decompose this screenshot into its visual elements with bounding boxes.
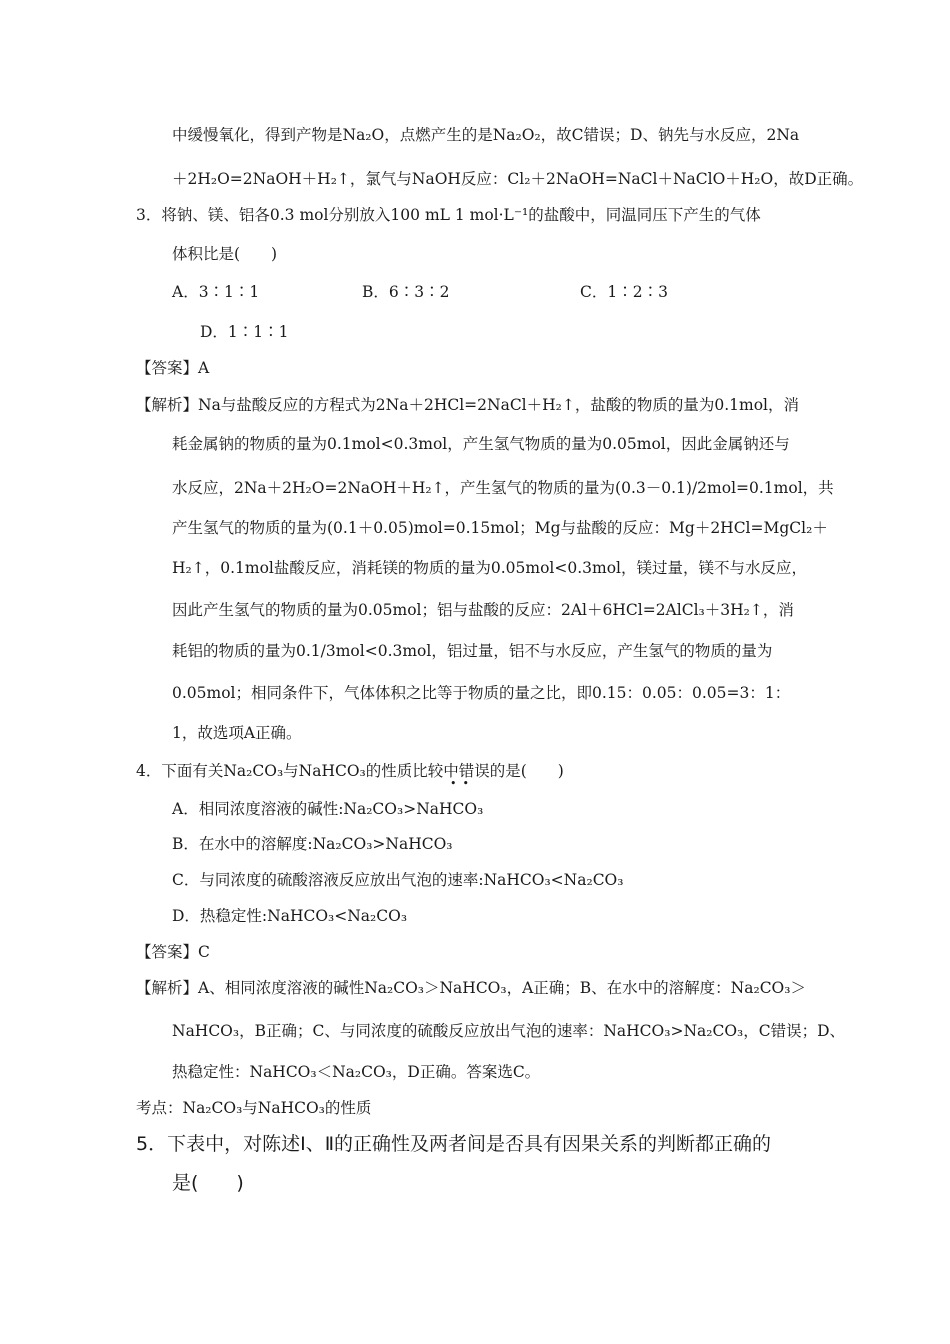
explanation-line: 产生氢气的物质的量为(0.1＋0.05)mol=0.15mol；Mg与盐酸的反应：Mg＋2HCl=MgCl₂＋: [172, 519, 828, 537]
explanation-line: 【解析】Na与盐酸反应的方程式为2Na＋2HCl=2NaCl＋H₂↑，盐酸的物质的量为0.1mol，消: [136, 396, 799, 414]
explanation-line: NaHCO₃，B正确；C、与同浓度的硫酸反应放出气泡的速率：NaHCO₃>Na₂CO₃，C错误；D、: [172, 1022, 846, 1040]
answer-label: 【答案】A: [136, 359, 210, 377]
explanation-line: H₂↑，0.1mol盐酸反应，消耗镁的物质的量为0.05mol<0.3mol，镁过量，镁不与水反应，: [172, 559, 807, 577]
option-d: D．热稳定性:NaHCO₃<Na₂CO₃: [172, 907, 408, 925]
question-5-stem-cont: 是( ): [172, 1172, 244, 1194]
option-a: A．相同浓度溶液的碱性:Na₂CO₃>NaHCO₃: [172, 800, 484, 818]
question-5-stem: 5．下表中，对陈述Ⅰ、Ⅱ的正确性及两者间是否具有因果关系的判断都正确的: [136, 1133, 772, 1155]
option-d: D．1∶1∶1: [200, 323, 289, 341]
explanation-line: 耗铝的物质的量为0.1/3mol<0.3mol，铝过量，铝不与水反应，产生氢气的物质的量为: [172, 642, 773, 660]
explanation-line: 水反应，2Na＋2H₂O=2NaOH＋H₂↑，产生氢气的物质的量为(0.3－0.1)/2mol=0.1mol，共: [172, 479, 834, 497]
text-line: ＋2H₂O=2NaOH＋H₂↑，氯气与NaOH反应：Cl₂＋2NaOH=NaCl＋NaClO＋H₂O，故D正确。: [172, 170, 864, 188]
explanation-line: 耗金属钠的物质的量为0.1mol<0.3mol，产生氢气物质的量为0.05mol，因此金属钠还与: [172, 435, 790, 453]
option-b: B．6∶3∶2: [362, 283, 450, 301]
question-3-stem: 3．将钠、镁、铝各0.3 mol分别放入100 mL 1 mol·L⁻¹的盐酸中，同温同压下产生的气体: [136, 206, 761, 224]
option-c: C．1∶2∶3: [580, 283, 668, 301]
option-c: C．与同浓度的硫酸溶液反应放出气泡的速率:NaHCO₃<Na₂CO₃: [172, 871, 624, 889]
question-4-stem: 4．下面有关Na₂CO₃与NaHCO₃的性质比较中错误的是( ): [136, 762, 564, 780]
answer-label: 【答案】C: [136, 943, 210, 961]
question-3-stem-cont: 体积比是( ): [172, 245, 278, 263]
explanation-line: 因此产生氢气的物质的量为0.05mol；铝与盐酸的反应：2Al＋6HCl=2AlCl₃＋3H₂↑，消: [172, 601, 794, 619]
explanation-line: 0.05mol；相同条件下，气体体积之比等于物质的量之比，即0.15：0.05：0.05=3：1：: [172, 684, 791, 702]
explanation-line: 热稳定性：NaHCO₃＜Na₂CO₃，D正确。答案选C。: [172, 1063, 541, 1081]
topic-line: 考点：Na₂CO₃与NaHCO₃的性质: [136, 1099, 372, 1117]
explanation-line: 1，故选项A正确。: [172, 724, 302, 742]
option-a: A．3∶1∶1: [172, 283, 260, 301]
text-line: 中缓慢氧化，得到产物是Na₂O，点燃产生的是Na₂O₂，故C错误；D、钠先与水反应，2Na: [172, 126, 800, 144]
explanation-line: 【解析】A、相同浓度溶液的碱性Na₂CO₃＞NaHCO₃，A正确；B、在水中的溶解度：Na₂CO₃＞: [136, 979, 806, 997]
option-b: B．在水中的溶解度:Na₂CO₃>NaHCO₃: [172, 835, 453, 853]
emphasis-dots: ••: [450, 777, 475, 790]
